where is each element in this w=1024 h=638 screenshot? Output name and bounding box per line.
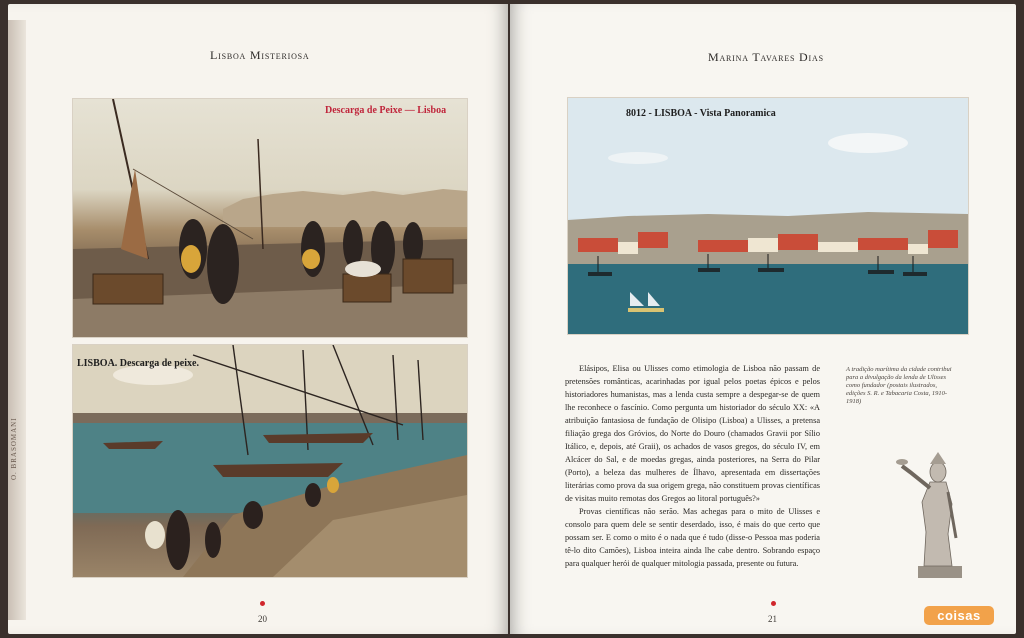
shore-illustration	[73, 345, 467, 577]
postcard-shore-unloading	[72, 344, 468, 578]
statue-illustration	[896, 442, 978, 580]
page-marker-right	[771, 601, 776, 606]
article-paragraph-1: Elásipos, Elisa ou Ulisses como etimologia de Lisboa não passam de pretensões românticas, acarinhadas por igual pelos poetas épicos e pelos historiadores humanistas, mas a lenda custa sempre a despegar-se de quem lhe reconhece o fascínio. Como pergunta um historiador do século XX: «A atribuição fantasiosa de fundação de Olisipo (Lisboa) a Ulisses, a pretensa filiação grega dos Gróvios, do Norte do Douro (chamados Gravii por Sílio Itálico, e, depois, até Graii), os achados de vasos gregos, do século IV, em Alcácer do Sal, e de moedas gregas, ainda posteriores, na Serra do Pilar (Porto), a beleza das mulheres de Ílhavo, apresentada em dissertações literárias como prova da sua origem grega, não constituem provas científicas de visitas muito remotas dos Gregos ao litoral português?»	[565, 364, 820, 503]
caption-panorama: 8012 - LISBOA - Vista Panoramica	[626, 108, 776, 119]
article-paragraph-2: Provas científicas não serão. Mas achegas para o mito de Ulisses e consolo para quem dele se sentir deserdado, isso, é mais do que certo que possam ser. E como o mito é o nada que é tudo (disse-o Pessoa mas poderia tê-lo dito Camões), Lisboa inteira ainda lhe cabe dentro. Sobrando espaço para qualquer herói de qualquer mitologia passada, presente ou futura.	[565, 507, 820, 568]
page-marker-left	[260, 601, 265, 606]
page-number-right: 21	[768, 614, 777, 624]
running-head-left: Lisboa Misteriosa	[210, 48, 310, 62]
article-body	[565, 362, 820, 570]
panorama-illustration	[568, 98, 968, 334]
spine-text: O. BRASOMANI	[10, 417, 18, 480]
postcard-fish-unloading	[72, 98, 468, 338]
coisas-logo: coisas	[924, 606, 994, 625]
postcard-panorama	[567, 97, 969, 335]
page-number-left: 20	[258, 614, 267, 624]
page-edge-strip	[8, 20, 26, 620]
caption-shore-unloading: LISBOA. Descarga de peixe.	[77, 358, 199, 369]
caption-fish-unloading: Descarga de Peixe — Lisboa	[325, 105, 447, 116]
running-head-right: Marina Tavares Dias	[708, 50, 824, 64]
fish-market-illustration	[73, 99, 467, 337]
side-caption: A tradição marítima da cidade contribui para a divulgação da lenda de Ulisses como fundador (postais ilustrados, edições S. R. e Tabacaria Costa, 1910-1918)	[846, 366, 952, 405]
